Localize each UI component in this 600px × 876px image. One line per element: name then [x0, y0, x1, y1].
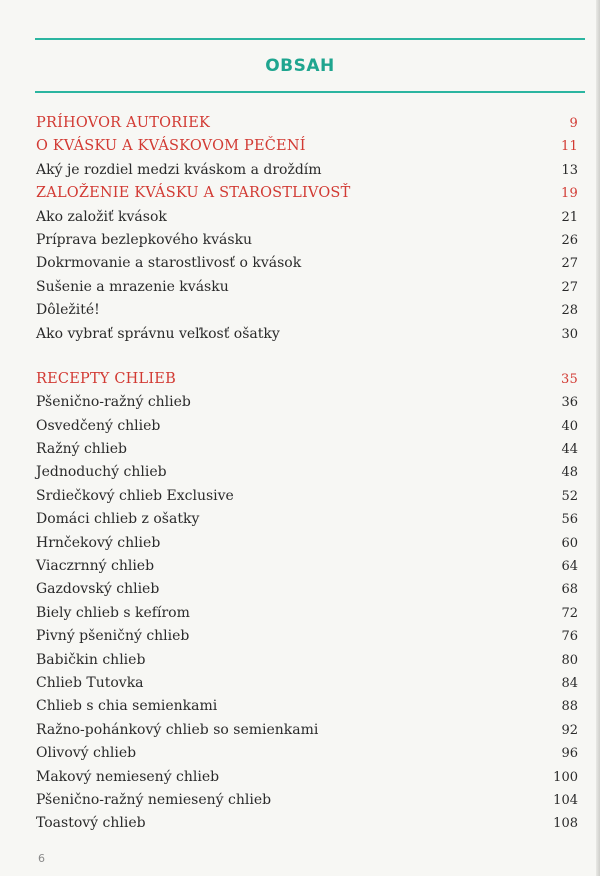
- toc-entry-row: [36, 461, 578, 484]
- toc-entry-title: Pšenično-ražný nemiesený chlieb: [36, 791, 272, 808]
- toc-page-number: 100: [553, 769, 578, 785]
- toc-entry-title: Domáci chlieb z ošatky: [36, 511, 200, 528]
- toc-entry-title: Gazdovský chlieb: [36, 581, 160, 598]
- toc-entry-title: Srdiečkový chlieb Exclusive: [36, 487, 234, 504]
- toc-entry-row: [36, 766, 578, 789]
- toc-page-number: 76: [561, 629, 578, 645]
- toc-page-number: 9: [569, 116, 578, 131]
- toc-entry-row: [36, 789, 578, 812]
- toc-entry-title: Chlieb Tutovka: [36, 674, 144, 691]
- toc-section-row: [36, 182, 578, 205]
- toc-entry-row: [36, 299, 578, 322]
- toc-section-row: [36, 135, 578, 158]
- toc-entry-title: Pivný pšeničný chlieb: [36, 628, 190, 645]
- toc-entry-title: O KVÁSKU A KVÁSKOVOM PEČENÍ: [36, 138, 306, 155]
- toc-entry-title: RECEPTY CHLIEB: [36, 370, 176, 387]
- toc-entry-title: Chlieb s chia semienkami: [36, 698, 218, 715]
- toc-entry-title: Dôležité!: [36, 302, 100, 319]
- toc-page-number: 21: [561, 209, 578, 225]
- toc-entry-title: Ražný chlieb: [36, 441, 128, 458]
- toc-entry-row: [36, 532, 578, 555]
- toc-page-number: 52: [561, 488, 578, 504]
- toc-entry-title: Pšenično-ražný chlieb: [36, 394, 191, 411]
- toc-page-number: 35: [561, 371, 578, 387]
- toc-entry-row: [36, 485, 578, 508]
- toc-entry-title: Príprava bezlepkového kvásku: [36, 231, 253, 248]
- toc-entry-row: [36, 672, 578, 695]
- toc-entry-row: [36, 555, 578, 578]
- toc-page-number: 60: [561, 535, 578, 551]
- toc-entry-row: [36, 391, 578, 414]
- toc-entry-row: [36, 276, 578, 299]
- page-number: 6: [38, 852, 45, 865]
- toc-page-number: 11: [561, 139, 578, 155]
- toc-entry-row: [36, 625, 578, 648]
- toc-entry-row: [36, 602, 578, 625]
- page-title: OBSAH: [265, 56, 335, 76]
- toc-page-number: 92: [561, 722, 578, 738]
- toc-page-number: 27: [561, 279, 578, 295]
- toc-entry-title: Babičkin chlieb: [36, 651, 146, 668]
- toc-page-number: 88: [561, 699, 578, 715]
- toc-entry-row: [36, 206, 578, 229]
- toc-entry-title: Sušenie a mrazenie kvásku: [36, 278, 229, 295]
- toc-page-number: 13: [561, 162, 578, 178]
- toc-page-number: 48: [561, 465, 578, 481]
- toc-entry-row: [36, 649, 578, 672]
- toc-page-number: 96: [561, 746, 578, 762]
- toc-page-number: 108: [553, 816, 578, 832]
- toc-page-number: 40: [561, 418, 578, 434]
- toc-page-number: 80: [561, 652, 578, 668]
- header-rule-top: [35, 38, 585, 40]
- toc-entry-row: [36, 742, 578, 765]
- toc-section-row: [36, 112, 578, 135]
- toc-entry-title: Aký je rozdiel medzi kváskom a droždím: [36, 161, 322, 178]
- toc-entry-row: [36, 438, 578, 461]
- toc-entry-title: PRÍHOVOR AUTORIEK: [36, 115, 211, 131]
- toc-page-number: 64: [561, 559, 578, 575]
- toc-page-number: 36: [561, 395, 578, 411]
- toc-entry-row: [36, 229, 578, 252]
- toc-section-row: [36, 368, 578, 391]
- toc-page-number: 27: [561, 256, 578, 272]
- toc-entry-row: [36, 323, 578, 346]
- toc-entry-title: Ako vybrať správnu veľkosť ošatky: [36, 325, 280, 342]
- toc-entry-title: Ražno-pohánkový chlieb so semienkami: [36, 721, 319, 738]
- table-of-contents: [36, 112, 578, 836]
- toc-entry-title: Jednoduchý chlieb: [36, 464, 167, 481]
- toc-page-number: 28: [561, 303, 578, 319]
- toc-entry-title: ZALOŽENIE KVÁSKU A STAROSTLIVOSŤ: [36, 185, 351, 202]
- toc-entry-row: [36, 159, 578, 182]
- toc-page-number: 26: [561, 232, 578, 248]
- toc-entry-title: Hrnčekový chlieb: [36, 534, 161, 551]
- toc-page-number: 84: [561, 675, 578, 691]
- page-edge: [596, 0, 600, 876]
- toc-entry-title: Biely chlieb s kefírom: [36, 604, 190, 621]
- toc-page-number: 72: [561, 605, 578, 621]
- toc-page-number: 30: [561, 326, 578, 342]
- header-rule-bottom: [35, 91, 585, 93]
- toc-page-number: 104: [553, 792, 578, 808]
- toc-entry-row: [36, 719, 578, 742]
- toc-page-number: 68: [561, 582, 578, 598]
- toc-entry-title: Makový nemiesený chlieb: [36, 768, 220, 785]
- toc-entry-title: Toastový chlieb: [36, 815, 146, 832]
- toc-entry-title: Osvedčený chlieb: [36, 417, 161, 434]
- toc-page-number: 56: [561, 512, 578, 528]
- toc-entry-title: Ako založiť kvások: [36, 208, 167, 225]
- toc-entry-row: [36, 578, 578, 601]
- toc-entry-title: Dokrmovanie a starostlivosť o kvások: [36, 255, 302, 272]
- toc-entry-row: [36, 695, 578, 718]
- toc-entry-row: [36, 812, 578, 835]
- toc-entry-title: Viaczrnný chlieb: [36, 558, 155, 575]
- toc-entry-row: [36, 252, 578, 275]
- toc-entry-row: [36, 508, 578, 531]
- toc-page-number: 44: [561, 442, 578, 458]
- toc-entry-title: Olivový chlieb: [36, 745, 137, 762]
- toc-entry-row: [36, 415, 578, 438]
- toc-page-number: 19: [561, 186, 578, 202]
